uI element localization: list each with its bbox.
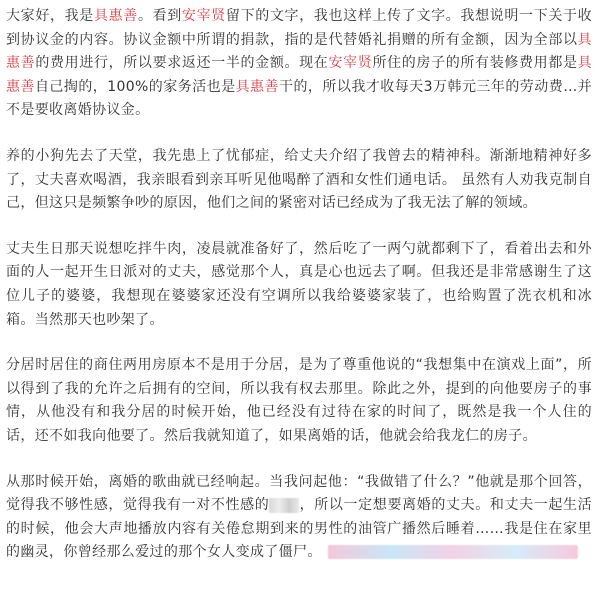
paragraph-text: 留下的文字，我也这样上传了文字。我想说明一下关于收到协议金的内容。协议金额中所谓的捐款，指的是代替婚礼捐赠的所有金额，因为全部以 <box>6 8 593 48</box>
highlighted-name: 具惠善 <box>235 78 279 95</box>
paragraph-text: 分居时居住的商住两用房原本不是用于分居，是为了尊重他说的“我想集中在演戏上面”，所以得到了我的允许之后拥有的空间，所以我有权去那里。除此之外，提到的向他要房子的事情，从他没有和我分居的时候开始，他已经没有过待在家的时间了，既然是我一个人住的话，还不如我向他要了。然后我就知道了，如果离婚的话，他就会给我龙仁的房子。 <box>6 357 592 444</box>
paragraph-4 <box>6 354 592 448</box>
highlighted-name: 具惠善 <box>6 55 593 95</box>
paragraph-1 <box>6 5 592 123</box>
paragraph-2 <box>6 145 592 216</box>
paragraph-text: 干的，所以我才收每天3万韩元三年的劳动费…并不是要收离婚协议金。 <box>6 78 593 119</box>
highlighted-name: 具惠善 <box>6 31 592 72</box>
paragraph-text: 所住的房子的所有装修费用都是 <box>372 55 578 72</box>
article-body <box>6 5 592 587</box>
paragraph-text: ，所以一定想要离婚的丈夫。和丈夫一起生活的时候，他会大声地播放内容有关倦怠期到来的男性的油管广播然后睡着……我是住在家里的幽灵，你曾经那么爱过的那个女人变成了僵尸。 <box>6 497 592 561</box>
paragraph-text: 从那时候开始，离婚的歌曲就已经响起。当我问起他：“我做错了什么？”他就是那个回答，觉得我不够性感，觉得我有一对不性感的 <box>6 473 592 514</box>
highlighted-name: 安宰贤 <box>181 8 226 24</box>
blurred-content <box>328 545 578 559</box>
paragraph-5 <box>6 471 592 565</box>
paragraph-text: 的费用进行，所以要求返还一半的金额。现在 <box>35 55 329 72</box>
paragraph-text: 自己掏的，100%的家务活也是 <box>34 78 236 95</box>
highlighted-name: 安宰贤 <box>328 55 373 72</box>
paragraph-text: 丈夫生日那天说想吃拌牛肉，凌晨就准备好了，然后吃了一两勺就都剩下了，看着出去和外面的人一起开生日派对的丈夫，感觉那个人，真是心也远去了啊。但我还是非常感谢生了这位儿子的婆婆，我想现在婆婆家还没有空调所以我给婆婆家装了，也给购置了洗衣机和冰箱。当然那天也吵架了。 <box>6 240 592 328</box>
paragraph-3 <box>6 238 592 332</box>
paragraph-text: 养的小狗先去了天堂，我先患上了忧郁症，给丈夫介绍了我曾去的精神科。渐渐地精神好多了，丈夫喜欢喝酒，我亲眼看到亲耳听见他喝醉了酒和女性们通电话。 虽然有人劝我克制自己，但这只是频繁争吵的原因，他们之间的紧密对话已经成为了我无法了解的领域。 <box>6 147 592 212</box>
highlighted-name: 具惠善 <box>93 8 138 24</box>
blurred-content <box>269 498 299 513</box>
paragraph-text: 。看到 <box>137 8 182 24</box>
paragraph-text: 大家好，我是 <box>6 8 94 24</box>
